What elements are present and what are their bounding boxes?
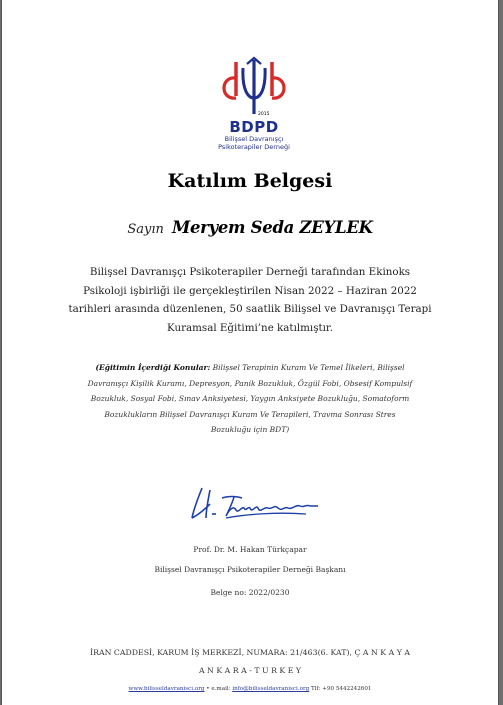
topics-line (62, 360, 438, 376)
logo-name: BDPD (229, 118, 279, 136)
body-line: Bilişsel Davranışçı Psikoterapiler Derneği tarafından Ekinoks (89, 266, 411, 278)
contact-line (2, 686, 498, 692)
logo-tagline-2: Psikoterapiler Derneği (218, 143, 290, 151)
topics-line: Bozuklukların Bilişsel Davranışçı Kuram Ve Terapileri, Travma Sonrası Stres (104, 409, 396, 419)
logo-year: 2015 (258, 112, 270, 117)
salutation: Sayın (127, 222, 164, 237)
email-link[interactable]: info@bilisseldavranisci.org (232, 686, 310, 692)
email-label: • e.mail: (206, 686, 231, 692)
certificate-body (66, 263, 434, 337)
signature (188, 484, 328, 524)
recipient-line (2, 218, 498, 237)
phone-number: 5442242601 (335, 686, 372, 692)
topics-label: (Eğitimin İçerdiği Konular: (95, 363, 211, 372)
address-line-2: A N K A R A - T U R K E Y (198, 666, 302, 675)
body-line: tarihleri arasında düzenlenen, 50 saatlik Bilişsel ve Davranışçı Terapi (68, 303, 432, 315)
certificate-title: Katılım Belgesi (167, 170, 333, 192)
signer-role: Bilişsel Davranışçı Psikoterapiler Derneği Başkanı (154, 565, 346, 574)
logo-tagline-1: Bilişsel Davranışçı (224, 135, 284, 143)
recipient-name: Meryem Seda ZEYLEK (171, 218, 373, 237)
address-line-1: İRAN CADDESİ, KARUM İŞ MERKEZİ, NUMARA: 21/463(6. KAT), Ç A N K A Y A (90, 648, 410, 657)
signature-icon (188, 484, 328, 524)
certificate-page (2, 0, 498, 705)
signer-name: Prof. Dr. M. Hakan Türkçapar (193, 545, 307, 554)
topics-line: Bozukluğu için BDT) (210, 425, 290, 434)
topics-line: Bozukluk, Sosyal Fobi, Sınav Anksiyetesi, Yaygın Anksiyete Bozukluğu, Somatoform (90, 394, 410, 403)
phone-label: Tlf: +90 (311, 686, 335, 692)
training-topics (62, 360, 438, 438)
website-link[interactable]: www.bilisseldavranisci.org (128, 686, 205, 692)
certificate-number: Belge no: 2022/0230 (210, 588, 290, 597)
body-line: Psikoloji işbirliği ile gerçekleştirilen Nisan 2022 – Haziran 2022 (83, 284, 417, 297)
logo-mark-icon (214, 56, 294, 118)
topics-line: Davranışçı Kişilik Kuramı, Depresyon, Panik Bozukluk, Özgül Fobi, Obsesif Kompulsif (87, 378, 413, 388)
body-line: Kuramsal Eğitimi’ne katılmıştır. (166, 321, 333, 334)
bdpd-logo (214, 56, 294, 160)
topics-text: Bilişsel Terapinin Kuram Ve Temel İlkeleri, Bilişsel (210, 363, 405, 372)
